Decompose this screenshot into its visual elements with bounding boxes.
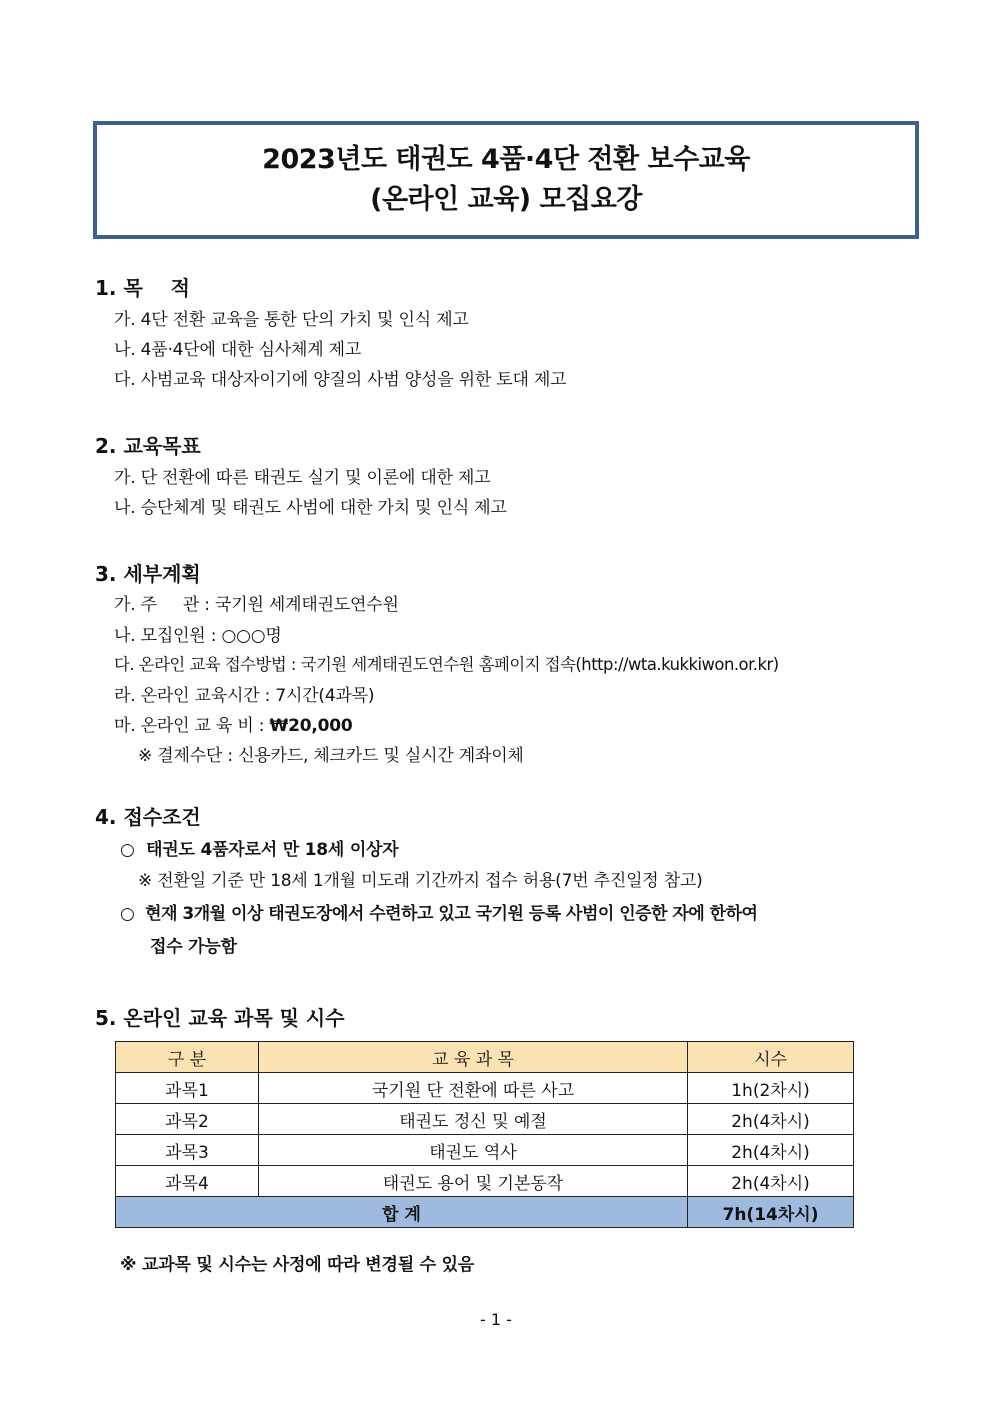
cell-hours: 2h(4차시) [688, 1104, 854, 1135]
header-category: 구 분 [116, 1042, 259, 1073]
section-1-item: 나. 4품·4단에 대한 심사체계 제고 [114, 340, 362, 360]
course-table [115, 1041, 854, 1228]
section-1-item: 가. 4단 전환 교육을 통한 단의 가치 및 인식 제고 [114, 310, 469, 330]
section-2-item: 가. 단 전환에 따른 태권도 실기 및 이론에 대한 제고 [114, 468, 491, 488]
title-line-2: (온라인 교육) 모집요강 [370, 184, 642, 215]
table-header-row [116, 1042, 854, 1073]
header-hours: 시수 [688, 1042, 854, 1073]
section-2-heading: 2. 교육목표 [95, 434, 201, 458]
condition-1-note: ※ 전환일 기준 만 18세 1개월 미도래 기간까지 접수 허용(7번 추진일정 참고) [138, 871, 703, 891]
cell-subject: 국기원 단 전환에 따른 사고 [259, 1073, 688, 1104]
cell-subject: 태권도 역사 [259, 1135, 688, 1166]
condition-2: ○ 현재 3개월 이상 태권도장에서 수련하고 있고 국기원 등록 사범이 인증한 자에 한하여 [120, 904, 758, 924]
cell-subject: 태권도 용어 및 기본동작 [259, 1166, 688, 1197]
title-box [93, 121, 919, 239]
section-5-heading: 5. 온라인 교육 과목 및 시수 [95, 1006, 345, 1030]
fee-value: ₩20,000 [269, 716, 353, 736]
header-subject: 교 육 과 목 [259, 1042, 688, 1073]
table-row [116, 1135, 854, 1166]
cell-category: 과목1 [116, 1073, 259, 1104]
table-row [116, 1073, 854, 1104]
table-row [116, 1104, 854, 1135]
cell-hours: 2h(4차시) [688, 1166, 854, 1197]
cell-category: 과목3 [116, 1135, 259, 1166]
table-total-row [116, 1197, 854, 1228]
page-number: - 1 - [480, 1310, 512, 1329]
cell-category: 과목2 [116, 1104, 259, 1135]
section-2-item: 나. 승단체계 및 태권도 사범에 대한 가치 및 인식 제고 [114, 498, 507, 518]
table-footnote: ※ 교과목 및 시수는 사정에 따라 변경될 수 있음 [120, 1255, 475, 1275]
section-3-item: 나. 모집인원 : ○○○명 [114, 626, 282, 646]
total-label: 합 계 [116, 1197, 688, 1228]
payment-note: ※ 결제수단 : 신용카드, 체크카드 및 실시간 계좌이체 [138, 746, 524, 766]
table-row [116, 1166, 854, 1197]
section-3-item: 라. 온라인 교육시간 : 7시간(4과목) [114, 686, 375, 706]
title-line-1: 2023년도 태권도 4품·4단 전환 보수교육 [262, 144, 750, 175]
cell-subject: 태권도 정신 및 예절 [259, 1104, 688, 1135]
section-1-heading: 1. 목 적 [95, 276, 190, 300]
cell-hours: 1h(2차시) [688, 1073, 854, 1104]
section-3-fee-row [114, 711, 352, 736]
section-3-heading: 3. 세부계획 [95, 562, 201, 586]
cell-hours: 2h(4차시) [688, 1135, 854, 1166]
cell-category: 과목4 [116, 1166, 259, 1197]
section-1-item: 다. 사범교육 대상자이기에 양질의 사범 양성을 위한 토대 제고 [114, 370, 567, 390]
total-value: 7h(14차시) [688, 1197, 854, 1228]
section-4-heading: 4. 접수조건 [95, 805, 201, 829]
condition-1: ○ 태권도 4품자로서 만 18세 이상자 [120, 840, 399, 860]
fee-label: 마. 온라인 교 육 비 : [114, 716, 270, 736]
section-3-item: 다. 온라인 교육 접수방법 : 국기원 세계태권도연수원 홈페이지 접속(http://wta.kukkiwon.or.kr) [114, 655, 779, 674]
section-3-item: 가. 주 관 : 국기원 세계태권도연수원 [114, 595, 399, 615]
condition-2-cont: 접수 가능함 [150, 937, 237, 957]
